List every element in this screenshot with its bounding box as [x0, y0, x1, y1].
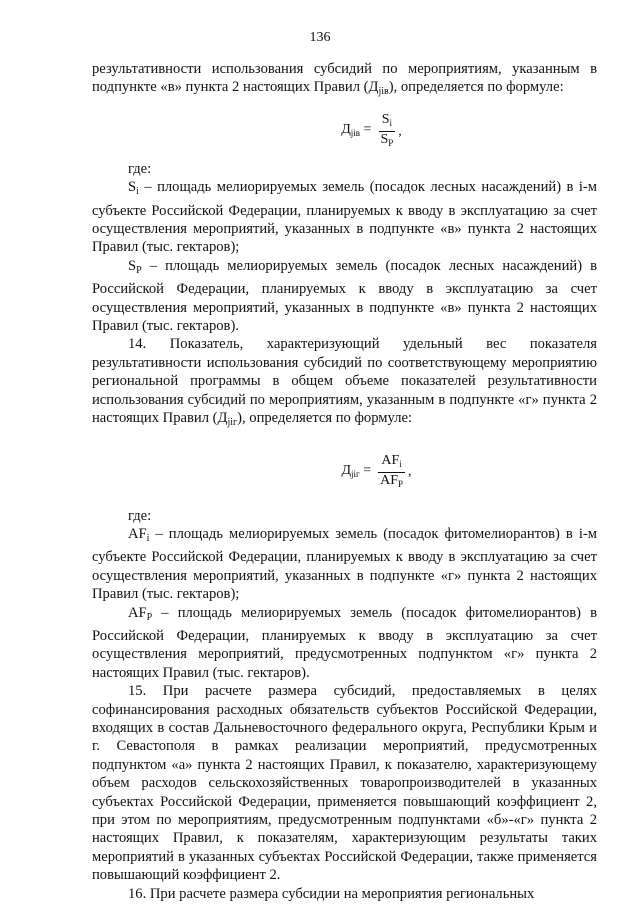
formula-djiv: [146, 112, 597, 152]
formula2-numerator: [378, 453, 404, 473]
formula2-lhs: $Д_{jiг}$ =: [341, 462, 372, 479]
where-label-1: где:: [128, 160, 152, 177]
formula1-num-symbol: S: [381, 112, 390, 128]
where-label-2: где:: [128, 507, 152, 524]
page-number: 136: [309, 30, 331, 45]
formula1-numerator: [379, 112, 395, 132]
formula1-denominator: [377, 132, 396, 151]
s-i-subscript: i: [136, 186, 139, 198]
paragraph-intro: [92, 60, 597, 102]
intro-text: результативности использования субсидий по мероприятиям, указанным в подпункте «в» пункта 2 настоящих Правил (Д: [92, 61, 597, 96]
s-p-symbol: S: [128, 257, 137, 274]
definition-s-i: [92, 178, 597, 257]
formula1-num-subscript: i: [389, 118, 393, 129]
intro-text-end: ), определяется по формуле:: [388, 79, 564, 96]
paragraph-14: [92, 335, 597, 432]
formula2-tail: ,: [408, 464, 412, 480]
formula2-fraction: [377, 453, 406, 492]
formula-djig: [156, 451, 597, 495]
p14-text-end: ), определяется по формуле:: [237, 410, 413, 427]
formula1-lhs: $Д_{jiв}$ =: [341, 122, 372, 139]
af-i-subscript: i: [146, 532, 150, 544]
formula1-den-symbol: S: [380, 132, 389, 148]
af-p-subscript: P: [146, 611, 153, 623]
s-p-text: – площадь мелиорируемых земель (посадок лесных насаждений) в Российской Федерации, планируемых к вводу в эксплуатацию за счет осуществления мероприятий, указанных в подпункте «в» пункта 2 настоящих Правил (тыс. гектаров).: [92, 257, 597, 335]
s-i-symbol: S: [128, 179, 137, 196]
paragraph-16: 16. При расчете размера субсидии на мероприятия региональных: [128, 885, 535, 902]
formula2-den-subscript: P: [398, 479, 404, 489]
af-i-text: – площадь мелиорируемых земель (посадок фитомелиорантов) в i-м субъекте Российской Федерации, планируемых к вводу в эксплуатацию за счет осуществления мероприятий, указанных в подпункте «г» пункта 2 настоящих Правил (тыс. гектаров);: [92, 525, 597, 603]
formula2-denominator: [377, 473, 406, 492]
af-p-text: – площадь мелиорируемых земель (посадок фитомелиорантов) в Российской Федерации, планируемых к вводу в эксплуатацию за счет осуществления мероприятий, предусмотренных подпунктом «г» пункта 2 настоящих Правил (тыс. гектаров).: [92, 604, 597, 681]
intro-subscript: jiв: [378, 86, 389, 98]
formula2-lhs-symbol: Д: [341, 462, 352, 478]
formula2-den-symbol: AF: [380, 473, 399, 488]
formula1-lhs-symbol: Д: [341, 122, 351, 138]
formula2-num-symbol: AF: [381, 453, 400, 468]
af-p-symbol: AF: [128, 604, 147, 621]
p14-subscript: jiг: [227, 417, 238, 429]
paragraph-15: 15. При расчете размера субсидий, предоставляемых в целях софинансирования расходных обязательств субъектов Российской Федерации, входящих в состав Дальневосточного федерального округа, Республики Крым и г. Севастополя в рамках реализации мероприятий, предусмотренных подпунктом «а» пункта 2 настоящих Правил, к показателю, характеризующему объем расходов сельскохозяйственных товаропроизводителей в указанных субъектах Российской Федерации, применяется повышающий коэффициент 2, при этом по мероприятиям, предусмотренным подпунктами «б»-«г» пункта 2 настоящих Правил, к показателям, характеризующим результаты таких мероприятий в указанных субъектах Российской Федерации, также применяется повышающий коэффициент 2.: [92, 683, 597, 884]
formula1-tail: ,: [398, 123, 402, 139]
s-p-subscript: P: [136, 264, 142, 276]
formula1-den-subscript: P: [388, 138, 394, 149]
definition-af-i: [92, 525, 597, 604]
definition-s-p: [92, 257, 597, 336]
formula1-lhs-subscript: jiв: [350, 128, 361, 139]
formula1-fraction: [377, 112, 396, 151]
definition-af-p: [92, 604, 597, 683]
s-i-text: – площадь мелиорируемых земель (посадок лесных насаждений) в i-м субъекте Российской Федерации, планируемых к вводу в эксплуатацию за счет осуществления мероприятий, указанных в подпункте «в» пункта 2 настоящих Правил (тыс. гектаров);: [92, 179, 597, 256]
formula2-num-subscript: i: [399, 459, 402, 469]
af-i-symbol: AF: [128, 525, 147, 542]
formula2-lhs-subscript: jiг: [351, 468, 360, 479]
document-body: [92, 60, 597, 903]
p14-text: 14. Показатель, характеризующий удельный вес показателя результативности использования субсидий по соответствующему мероприятию региональной программы в общем объеме показателей результативности использования субсидий по мероприятиям, указанным в подпункте «г» пункта 2 настоящих Правил (Д: [92, 336, 597, 427]
